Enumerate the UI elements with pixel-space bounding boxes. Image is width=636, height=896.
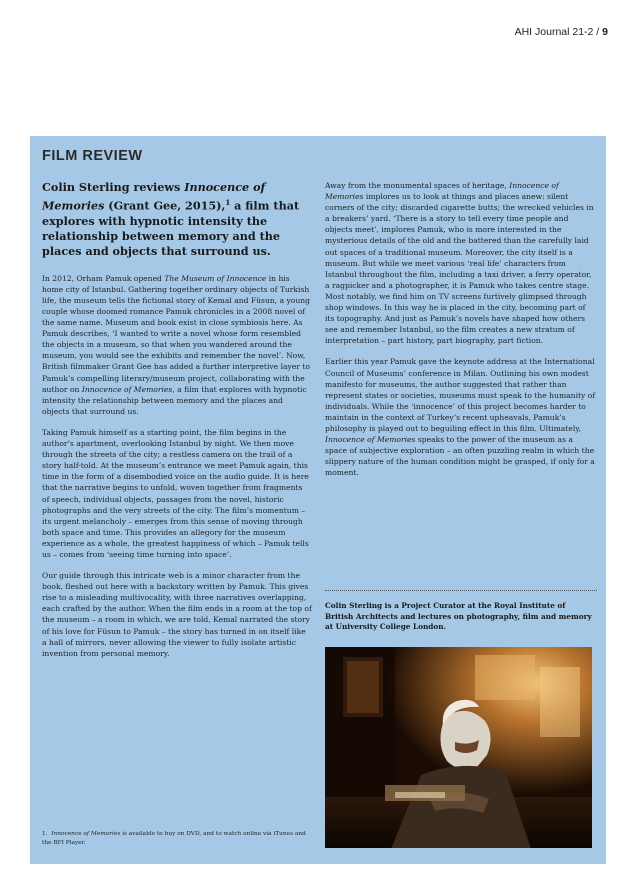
footnote-number: 1. [42, 831, 48, 837]
author-bio: Colin Sterling is a Project Curator at the Royal Institute of British Architects and lectures on photography, film and memory at University College London. [325, 601, 592, 631]
section-title: FILM REVIEW [42, 148, 143, 164]
text-run: , a film that explores with hypnotic intensity the relationship between memory and the places and objects that surround us. [42, 384, 307, 416]
left-body [42, 273, 312, 659]
footnote-title: Innocence of Memories [51, 831, 121, 837]
dotted-divider [325, 590, 597, 591]
lead-text: Colin Sterling reviews [42, 180, 185, 194]
body-paragraph-1 [42, 273, 312, 417]
footnote-text: is available to buy on DVD, and to watch online via iTunes and the BFI Player. [42, 831, 306, 846]
lead-paragraph [42, 180, 312, 259]
footnote [42, 830, 312, 847]
lead-text: (Grant Gee, 2015), [104, 198, 226, 213]
text-run: implores us to look at things and places anew: silent corners of the city; discarded cigarette butts; the wrecked vehicles in a breakers’ yard. ‘There is a story to tell every time people and objects meet’, implores Pamuk, who is more interested in the mysterious details of the old and the battered than the carefully laid out spaces of a traditional museum. Moreover, the city itself is a museum. But while we meet various ‘real life’ characters from Istanbul throughout the film, including a taxi driver, a ferry operator, a ragpicker and a photographer, it is Pamuk who takes centre stage. Most notably, we find him on TV screens furtively glimpsed through shop windows. In this way he is placed in the city, becoming part of its topography. And just as Pamuk’s novels have shaped how others see and remember Istanbul, so the film creates a new stratum of interpretation – part history, part biography, part fiction. [325, 192, 594, 346]
body-paragraph-3: Our guide through this intricate web is a minor character from the book, fleshed out here with a backstory written by Pamuk. This gives rise to a misleading multivocality, with three narratives overlapping, each crafted by the author. When the film ends in a room at the top of the museum – a room in which, we are told, Kemal narrated the story of his love for Füsun to Pamuk – the story has turned in on itself like a hall of mirrors, never allowing the viewer to fully isolate artistic invention from personal memory. [42, 571, 312, 658]
text-run: in his home city of Istanbul. Gathering together ordinary objects of Turkish life, the museum tells the fictional story of Kemal and Füsun, a young couple whose doomed romance Pamuk chronicles in a 2008 novel of the same name. Museum and book exist in close symbiosis here. As Pamuk describes, ‘I wanted to write a novel whose form resembled the objects in a museum, so that when you wandered around the museum, you would see the exhibits and remember the novel’. Now, British filmmaker Grant Gee has added a further interpretive layer to Pamuk’s compelling literary/museum project, collaborating with the author on [42, 273, 311, 394]
film-still-illustration [325, 647, 592, 848]
journal-name: AHI Journal 21-2 [514, 26, 594, 38]
running-head [515, 26, 608, 38]
lead-film-title: Innocence of Memories [42, 180, 266, 213]
film-still-photo [325, 647, 592, 848]
footnote-ref: 1 [225, 198, 231, 207]
text-run: In 2012, Orham Pamuk opened [42, 273, 165, 283]
text-run: speaks to the power of the museum as a space of subjective exploration – an often puzzling realm in which the slippery nature of the human condition might be grasped, if only for a moment. [325, 435, 595, 478]
lead-text: a film that explores with hypnotic intensity the relationship between memory and the places and objects that surround us. [42, 198, 300, 258]
text-run: Away from the monumental spaces of heritage, [325, 181, 510, 190]
body-paragraph-5 [325, 356, 597, 478]
body-paragraph-2: Taking Pamuk himself as a starting point, the film begins in the author’s apartment, overlooking Istanbul by night. We then move through the streets of the city; a restless camera on the trail of a story half-told. At the museum’s entrance we meet Pamuk again, this time in the form of a disembodied voice on the audio guide. It is here that the narrative begins to unfold, woven together from fragments of speech, individual objects, passages from the novel, historic photographs and the very streets of the city. The film’s momentum – its urgent melancholy – emerges from this sense of moving through both space and time. This provides an allegory for the museum experience as a whole, the greatest happiness of which – Pamuk tells us – comes from ‘seeing time turning into space’. [42, 427, 309, 559]
right-body [325, 180, 597, 478]
text-run-italic: Innocence of Memories [325, 435, 416, 445]
page-separator: / [593, 26, 603, 38]
text-run-italic: The Museum of Innocence [164, 273, 267, 283]
text-run-italic: Innocence of Memories [325, 181, 559, 202]
text-run: Earlier this year Pamuk gave the keynote address at the International Council of Museums’ conference in Milan. Outlining his own modest manifesto for museums, the author suggested that rather than represent states or societies, museums must speak to the humanity of individuals. While the ‘innocence’ of this project becomes harder to maintain in the context of Turkey’s recent upheavals, Pamuk’s philosophy is played out to beguiling effect in this film. Ultimately, [325, 357, 596, 433]
left-column [42, 180, 312, 669]
right-column [325, 180, 597, 488]
page-number: 9 [602, 26, 608, 38]
body-paragraph-4 [325, 180, 597, 346]
text-run-italic: Innocence of Memories [81, 384, 173, 394]
